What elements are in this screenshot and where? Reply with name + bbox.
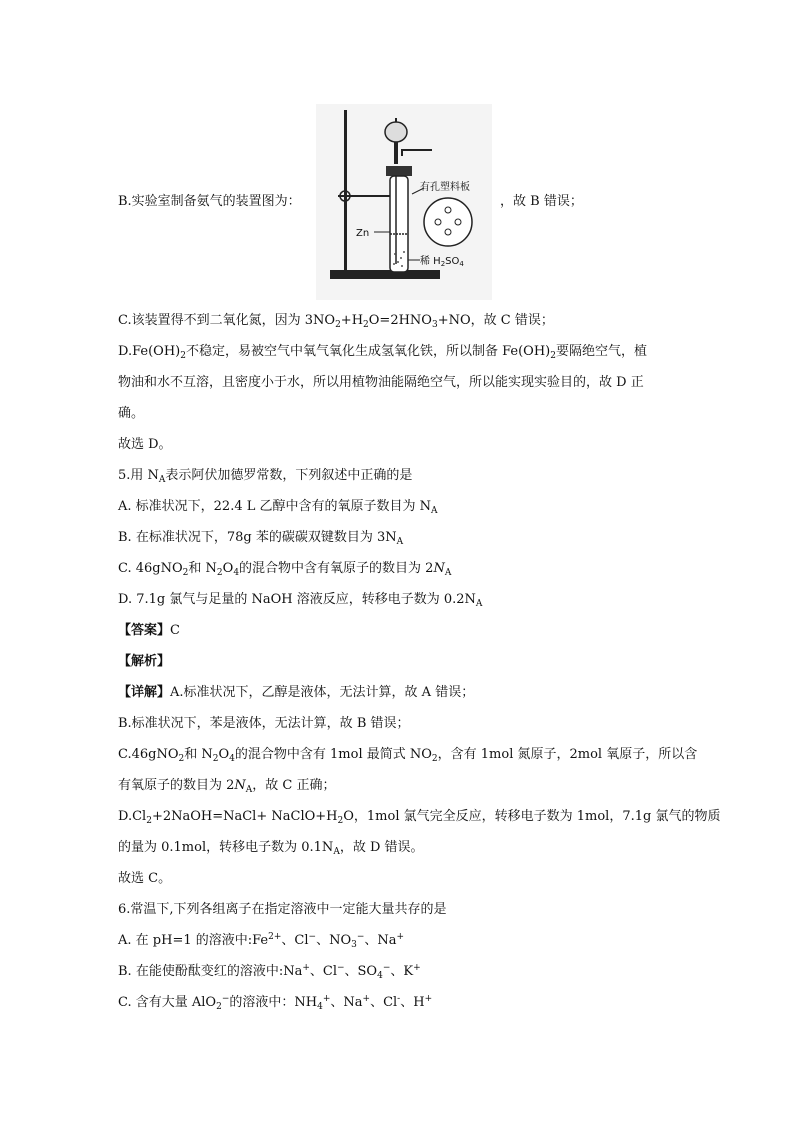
q6-option-b: B. 在能使酚酞变红的溶液中:Na+、Cl−、$SO_4^-$、K+ — [118, 963, 421, 981]
question-5: 5.用 $N_A$表示阿伏加德罗常数，下列叙述中正确的是 — [118, 468, 413, 485]
hydrogen-apparatus-figure — [316, 104, 492, 300]
outlet-tube — [402, 150, 432, 156]
detail-b-line: B.标准状况下，苯是液体，无法计算，故 B 错误； — [118, 716, 410, 731]
detail-a-line: 【详解】A.标准状况下，乙醇是液体，无法计算，故 A 错误； — [118, 685, 475, 700]
question-6: 6.常温下,下列各组离子在指定溶液中一定能大量共存的是 — [118, 902, 447, 917]
option-b-suffix: ，故 B 错误； — [500, 194, 583, 209]
q6-option-a: A. 在 pH=1 的溶液中$:Fe^{2+}$、Cl−、$NO_3^-$、Na+ — [118, 932, 405, 950]
acid-label: 稀 $H_2SO_4$ — [420, 256, 464, 268]
board-detail-circle — [424, 198, 472, 246]
option-d-line-1: $D.Fe(OH)_2$不稳定，易被空气中氧气氧化生成氢氧化铁，所以制备 $Fe(OH)_2$要隔绝空气，植 — [118, 344, 647, 361]
option-d-line-2: 物油和水不互溶，且密度小于水，所以用植物油能隔绝空气，所以能实现实验目的，故 D 正 — [118, 375, 644, 390]
analysis-label: 【解析】 — [118, 654, 171, 669]
option-d-line-3: 确。 — [118, 406, 145, 421]
stopper — [386, 166, 412, 176]
option-b-line: B.实验室制备氨气的装置图为： — [118, 194, 301, 209]
detail-c-line-1: C.46gNO$_2$和 $N_2O_4$的混合物中含有 1mol 最简式 $NO_2$，含有 1mol 氮原子，2mol 氧原子，所以含 — [118, 747, 698, 764]
q5-option-a: A. 标准状况下，22.4 L 乙醇中含有的氧原子数目为 $N_A$ — [118, 499, 438, 516]
funnel-bulb — [385, 122, 407, 142]
detail-c-line-2: 有氧原子的数目为 $2N_A$，故 C 正确； — [118, 778, 336, 795]
option-c-line: C.该装置得不到二氧化氮，因为 $3NO_2+H_2O=2HNO_3+NO$，故 C 错误； — [118, 313, 554, 330]
answer-line: 【答案】C — [118, 623, 180, 638]
choose-d-line: 故选 D。 — [118, 437, 172, 452]
q6-option-c: C. 含有大量 AlO$_2$−的溶液中：$NH_4^+$、Na+、Cl-、H+ — [118, 994, 433, 1012]
test-tube — [390, 176, 408, 272]
q5-option-d: D. 7.1g 氯气与足量的 NaOH 溶液反应，转移电子数为 $0.2N_A$ — [118, 592, 483, 609]
board-label: 有孔塑料板 — [420, 182, 470, 193]
detail-d-line-2: 的量为 0.1mol，转移电子数为 $0.1N_A$，故 D 错误。 — [118, 840, 424, 857]
zn-label: Zn — [356, 228, 370, 239]
q5-option-b: B. 在标准状况下，78g 苯的碳碳双键数目为 $3N_A$ — [118, 530, 404, 547]
choose-c-line: 故选 C。 — [118, 871, 172, 886]
q5-option-c: C. 46gNO$_2$和 $N_2O_4$的混合物中含有氧原子的数目为 $2N_A$ — [118, 561, 452, 578]
detail-d-line-1: $D.Cl_2+2NaOH=NaCl+$ $NaClO+H_2O$，1mol 氯气完全反应，转移电子数为 1mol，7.1g 氯气的物质 — [118, 809, 721, 826]
